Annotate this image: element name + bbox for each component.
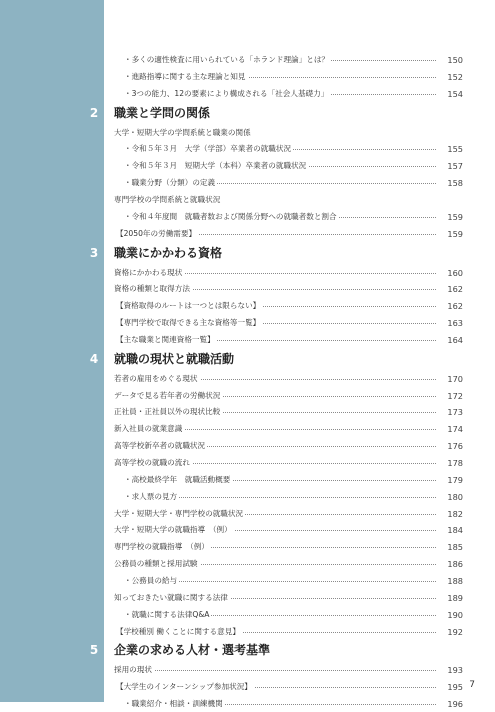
toc-entry-label: 資格にかかわる現状 <box>114 265 184 281</box>
toc-page-number: 189 <box>437 590 463 606</box>
chapter-title: 職業にかかわる資格 <box>114 245 223 260</box>
toc-entry-label: 【資格取得のルートは一つとは限らない】 <box>116 298 262 314</box>
toc-entry[interactable] <box>0 662 495 678</box>
toc-entry[interactable] <box>0 438 495 454</box>
toc-entry[interactable] <box>0 158 495 174</box>
toc-entry[interactable] <box>0 522 495 538</box>
toc-entry-label: 高等学校の就職の流れ <box>114 455 192 471</box>
toc-entry-label: 若者の雇用をめぐる現状 <box>114 371 200 387</box>
toc-entry-label: 正社員・正社員以外の現状比較 <box>114 404 222 420</box>
chapter-title: 企業の求める人材・選考基準 <box>114 643 271 658</box>
toc-page-number: 159 <box>437 209 463 225</box>
toc-entry-label: 【主な職業と関連資格一覧】 <box>116 332 217 348</box>
toc-entry[interactable] <box>0 281 495 297</box>
toc-page-number: 196 <box>437 696 463 712</box>
toc-page-number: 195 <box>437 679 463 695</box>
chapter-number: 3 <box>89 245 99 260</box>
toc-entry[interactable] <box>0 69 495 85</box>
toc-entry[interactable] <box>0 573 495 589</box>
toc-entry[interactable] <box>0 86 495 102</box>
toc-page-number: 192 <box>437 624 463 640</box>
toc-section-heading <box>0 192 495 208</box>
chapter-heading <box>0 641 495 659</box>
toc-entry-label: 資格の種類と取得方法 <box>114 281 192 297</box>
toc-page-number: 163 <box>437 315 463 331</box>
toc-entry-label: 公務員の種類と採用試験 <box>114 556 200 572</box>
toc-entry-label: ・高校最終学年 就職活動概要 <box>124 472 232 488</box>
toc-entry[interactable] <box>0 590 495 606</box>
toc-entry-label: ・職業紹介・相談・訓練機関 <box>124 696 225 712</box>
toc-entry[interactable] <box>0 52 495 68</box>
toc-page-number: 188 <box>437 573 463 589</box>
toc-page-number: 150 <box>437 52 463 68</box>
toc-entry[interactable] <box>0 556 495 572</box>
toc-entry[interactable] <box>0 539 495 555</box>
toc-entry-label: 知っておきたい就職に関する法律 <box>114 590 230 606</box>
toc-page-number: 172 <box>437 388 463 404</box>
toc-page-number: 180 <box>437 489 463 505</box>
toc-page-number: 186 <box>437 556 463 572</box>
toc-entry[interactable] <box>0 175 495 191</box>
toc-page-number: 178 <box>437 455 463 471</box>
toc-entry[interactable] <box>0 506 495 522</box>
toc-page-number: 158 <box>437 175 463 191</box>
toc-page-number: 157 <box>437 158 463 174</box>
toc-entry-label: ・公務員の給与 <box>124 573 179 589</box>
toc-entry[interactable] <box>0 624 495 640</box>
toc-entry[interactable] <box>0 472 495 488</box>
toc-entry[interactable] <box>0 388 495 404</box>
toc-entry-label: ・多くの適性検査に用いられている「ホランド理論」とは？ <box>124 52 331 68</box>
toc-entry[interactable] <box>0 315 495 331</box>
toc-entry[interactable] <box>0 696 495 712</box>
toc-page-number: 190 <box>437 607 463 623</box>
toc-entry-label: ・令和５年３月 大学（学部）卒業者の就職状況 <box>124 141 293 157</box>
toc-entry-label: 新入社員の就業意識 <box>114 421 184 437</box>
toc-entry[interactable] <box>0 489 495 505</box>
toc-entry[interactable] <box>0 141 495 157</box>
toc-entry-label: ・令和４年度間 就職者数および関係分野への就職者数と割合 <box>124 209 339 225</box>
toc-entry-label: ・就職に関する法律Q&A <box>124 607 211 623</box>
toc-entry-label: ・3つの能力、12の要素により構成される「社会人基礎力」 <box>124 86 330 102</box>
toc-page-number: 174 <box>437 421 463 437</box>
toc-entry-label: 採用の現状 <box>114 662 154 678</box>
toc-entry-label: ・求人票の見方 <box>124 489 179 505</box>
toc-entry[interactable] <box>0 679 495 695</box>
toc-page-number: 182 <box>437 506 463 522</box>
toc-entry[interactable] <box>0 421 495 437</box>
page-number: 7 <box>469 680 475 690</box>
toc-entry[interactable] <box>0 371 495 387</box>
toc-page-number: 170 <box>437 371 463 387</box>
chapter-number: 5 <box>89 643 99 658</box>
toc-page-number: 162 <box>437 298 463 314</box>
chapter-number: 2 <box>89 105 99 120</box>
toc-page-number: 164 <box>437 332 463 348</box>
toc-entry-label: 【大学生のインターンシップ参加状況】 <box>116 679 254 695</box>
toc-page-number: 154 <box>437 86 463 102</box>
toc-entry-label: 大学・短期大学の学問系統と職業の関係 <box>114 125 253 141</box>
toc-page-number: 155 <box>437 141 463 157</box>
toc-page-number: 159 <box>437 226 463 242</box>
toc-entry[interactable] <box>0 455 495 471</box>
chapter-title: 就職の現状と就職活動 <box>114 351 235 366</box>
toc-entry-label: 大学・短期大学の就職指導 （例） <box>114 522 234 538</box>
toc-entry-label: データで見る若年者の労働状況 <box>114 388 222 404</box>
chapter-heading <box>0 244 495 262</box>
toc-entry[interactable] <box>0 332 495 348</box>
toc-entry[interactable] <box>0 226 495 242</box>
toc-entry[interactable] <box>0 209 495 225</box>
toc-entry-label: ・令和５年３月 短期大学（本科）卒業者の就職状況 <box>124 158 308 174</box>
toc-entry[interactable] <box>0 265 495 281</box>
toc-entry-label: ・進路指導に関する主な理論と知見 <box>124 69 248 85</box>
chapter-heading <box>0 104 495 122</box>
chapter-title: 職業と学問の関係 <box>114 105 211 120</box>
toc-page-number: 184 <box>437 522 463 538</box>
toc-entry-label: 専門学校の学問系統と就職状況 <box>114 192 222 208</box>
toc-page-number: 152 <box>437 69 463 85</box>
toc-page-number: 193 <box>437 662 463 678</box>
toc-entry-label: 大学・短期大学・専門学校の就職状況 <box>114 506 245 522</box>
toc-page-number: 173 <box>437 404 463 420</box>
chapter-heading <box>0 350 495 368</box>
toc-entry[interactable] <box>0 298 495 314</box>
toc-page-number: 162 <box>437 281 463 297</box>
toc-page-number: 185 <box>437 539 463 555</box>
chapter-number: 4 <box>89 351 99 366</box>
toc-entry-label: 【2050年の労働需要】 <box>116 226 198 242</box>
toc-entry-label: 高等学校新卒者の就職状況 <box>114 438 207 454</box>
toc-page-number: 176 <box>437 438 463 454</box>
toc-entry[interactable] <box>0 404 495 420</box>
toc-entry[interactable] <box>0 607 495 623</box>
toc-entry-label: 専門学校の就職指導 （例） <box>114 539 211 555</box>
toc-entry-label: 【学校種別 働くことに関する意見】 <box>116 624 242 640</box>
toc-entry-label: ・職業分野（分類）の定義 <box>124 175 217 191</box>
toc-page-number: 160 <box>437 265 463 281</box>
dot-leader <box>114 670 448 671</box>
toc-entry-label: 【専門学校で取得できる主な資格等一覧】 <box>116 315 262 331</box>
toc-page-number: 179 <box>437 472 463 488</box>
toc-section-heading <box>0 125 495 141</box>
